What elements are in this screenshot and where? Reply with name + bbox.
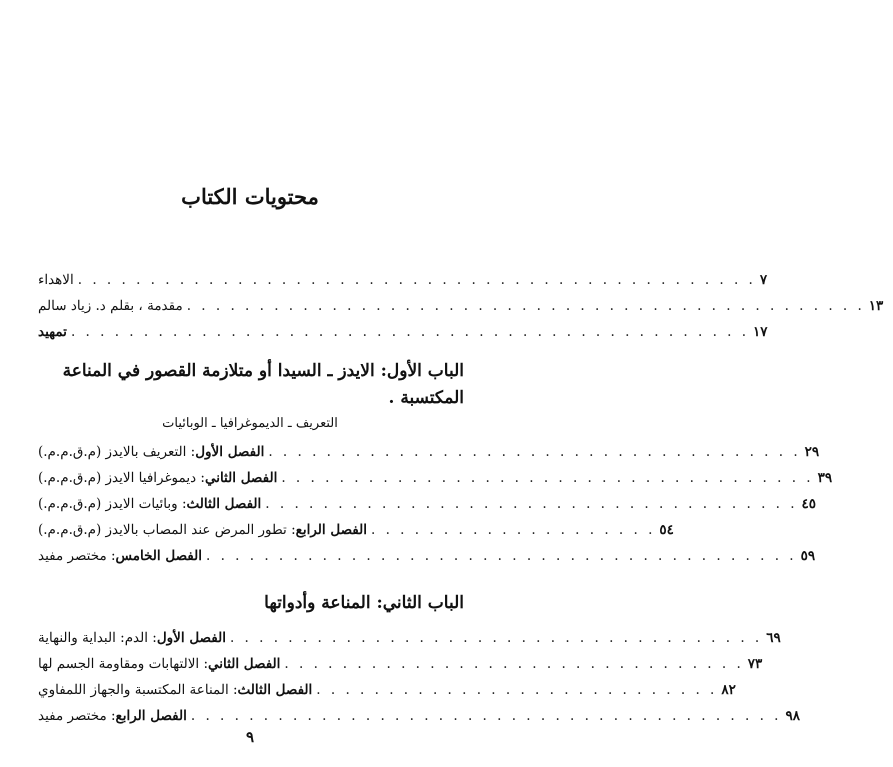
toc-entry-label [38, 522, 367, 538]
toc-entry-label [38, 630, 226, 646]
leader-dots: . . . . . . . . . . . . . . . . . . . . . . . . . . . . . . . . . . . . . [281, 470, 814, 486]
leader-dots: . . . . . . . . . . . . . . . . . . . . . . . . . . . . . . . . . . . . . . . . . [206, 548, 797, 564]
toc-entry-label [38, 708, 187, 724]
toc-entry-dedication [38, 272, 768, 294]
chapter-title: : تطور المرض عند المصاب بالايدز (م.ق.م.م.) [38, 522, 296, 538]
toc-entry-chapter [38, 630, 781, 652]
toc-page-number: ١٣ [868, 298, 884, 314]
leader-dots: . . . . . . . . . . . . . . . . . . . . . . . . . . . . [316, 682, 718, 698]
toc-entry-label [38, 470, 277, 486]
chapter-title: : ديموغرافيا الايدز (م.ق.م.م.) [38, 470, 205, 486]
chapter-title: : مختصر مفيد [38, 548, 116, 564]
chapter-prefix: الفصل الثاني [208, 656, 281, 672]
leader-dots: . . . . . . . . . . . . . . . . . . . . [371, 522, 656, 538]
toc-entry-chapter [38, 656, 763, 678]
toc-entry-label [38, 496, 261, 512]
toc-entry-label [38, 682, 312, 698]
page-title: محتويات الكتاب [181, 184, 319, 209]
toc-entry-label [38, 444, 264, 460]
chapter-prefix: الفصل الثاني [204, 470, 278, 486]
leader-dots: . . . . . . . . . . . . . . . . . . . . . . . . . . . . . . . . . . . . . . . . . . . . . . . [186, 298, 865, 314]
leader-dots: . . . . . . . . . . . . . . . . . . . . . . . . . . . . . . . . [284, 656, 744, 672]
page-number-footer: ٩ [245, 728, 255, 746]
toc-page-number: ٢٩ [804, 444, 820, 460]
chapter-prefix: الفصل الخامس [115, 548, 202, 564]
chapter-prefix: الفصل الأول [156, 630, 226, 646]
toc-page-number: ٩٨ [785, 708, 800, 724]
toc-entry-label: الاهداء [38, 272, 74, 288]
toc-page-number: ٤٥ [801, 496, 817, 512]
toc-entry-chapter [38, 682, 736, 704]
toc-entry-label: تمهيد [38, 324, 67, 340]
toc-entry-introduction [38, 298, 884, 320]
leader-dots: . . . . . . . . . . . . . . . . . . . . . . . . . . . . . . . . . . . . . [265, 496, 798, 512]
toc-entry-chapter [38, 496, 817, 518]
chapter-title: : التعريف بالايدز (م.ق.م.م.) [38, 444, 196, 460]
toc-entry-label [38, 656, 280, 672]
chapter-prefix: الفصل الثالث [186, 496, 262, 512]
chapter-title: : الالتهابات ومقاومة الجسم لها [38, 656, 209, 672]
toc-entry-label [38, 548, 202, 564]
toc-page-number: ٣٩ [817, 470, 833, 486]
chapter-title: : الدم: البداية والنهاية [38, 630, 157, 646]
leader-dots: . . . . . . . . . . . . . . . . . . . . . . . . . . . . . . . . . . . . . . . . . [190, 708, 782, 724]
chapter-title: : وبائيات الايدز (م.ق.م.م.) [38, 496, 187, 512]
leader-dots: . . . . . . . . . . . . . . . . . . . . . . . . . . . . . . . . . . . . . [268, 444, 801, 460]
toc-page-number: ٦٩ [766, 630, 781, 646]
toc-entry-preface [38, 324, 768, 346]
chapter-prefix: الفصل الثالث [237, 682, 313, 698]
chapter-prefix: الفصل الرابع [115, 708, 187, 724]
part-one-heading: الباب الأول: الايدز ـ السيدا أو متلازمة القصور في المناعة المكتسبة . [62, 361, 464, 408]
leader-dots: . . . . . . . . . . . . . . . . . . . . . . . . . . . . . . . . . . . . . . . . . . . . . . . [77, 272, 756, 288]
toc-entry-chapter [38, 548, 816, 570]
leader-dots: . . . . . . . . . . . . . . . . . . . . . . . . . . . . . . . . . . . . . [229, 630, 763, 646]
toc-page-number: ٥٩ [800, 548, 816, 564]
part-one-subtitle: التعريف ـ الديموغرافيا ـ الوبائيات [162, 416, 338, 431]
toc-page-number: ٨٢ [721, 682, 736, 698]
chapter-title: : المناعة المكتسبة والجهاز اللمفاوي [38, 682, 238, 698]
toc-page-number: ٥٤ [659, 522, 674, 538]
part-two-heading: الباب الثاني: المناعة وأدواتها [264, 593, 464, 613]
leader-dots: . . . . . . . . . . . . . . . . . . . . . . . . . . . . . . . . . . . . . . . . . . . . . . . [70, 324, 750, 340]
chapter-prefix: الفصل الأول [195, 444, 265, 460]
toc-page-number: ٧ [759, 272, 768, 288]
toc-entry-label: مقدمة ، بقلم د. زياد سالم [38, 298, 183, 314]
toc-page-number: ١٧ [753, 324, 768, 340]
toc-entry-chapter [38, 470, 833, 492]
toc-entry-chapter [38, 708, 800, 730]
toc-entry-chapter [38, 444, 820, 466]
chapter-prefix: الفصل الرابع [295, 522, 367, 538]
toc-page-number: ٧٣ [747, 656, 763, 672]
toc-entry-chapter [38, 522, 674, 544]
chapter-title: : مختصر مفيد [38, 708, 116, 724]
